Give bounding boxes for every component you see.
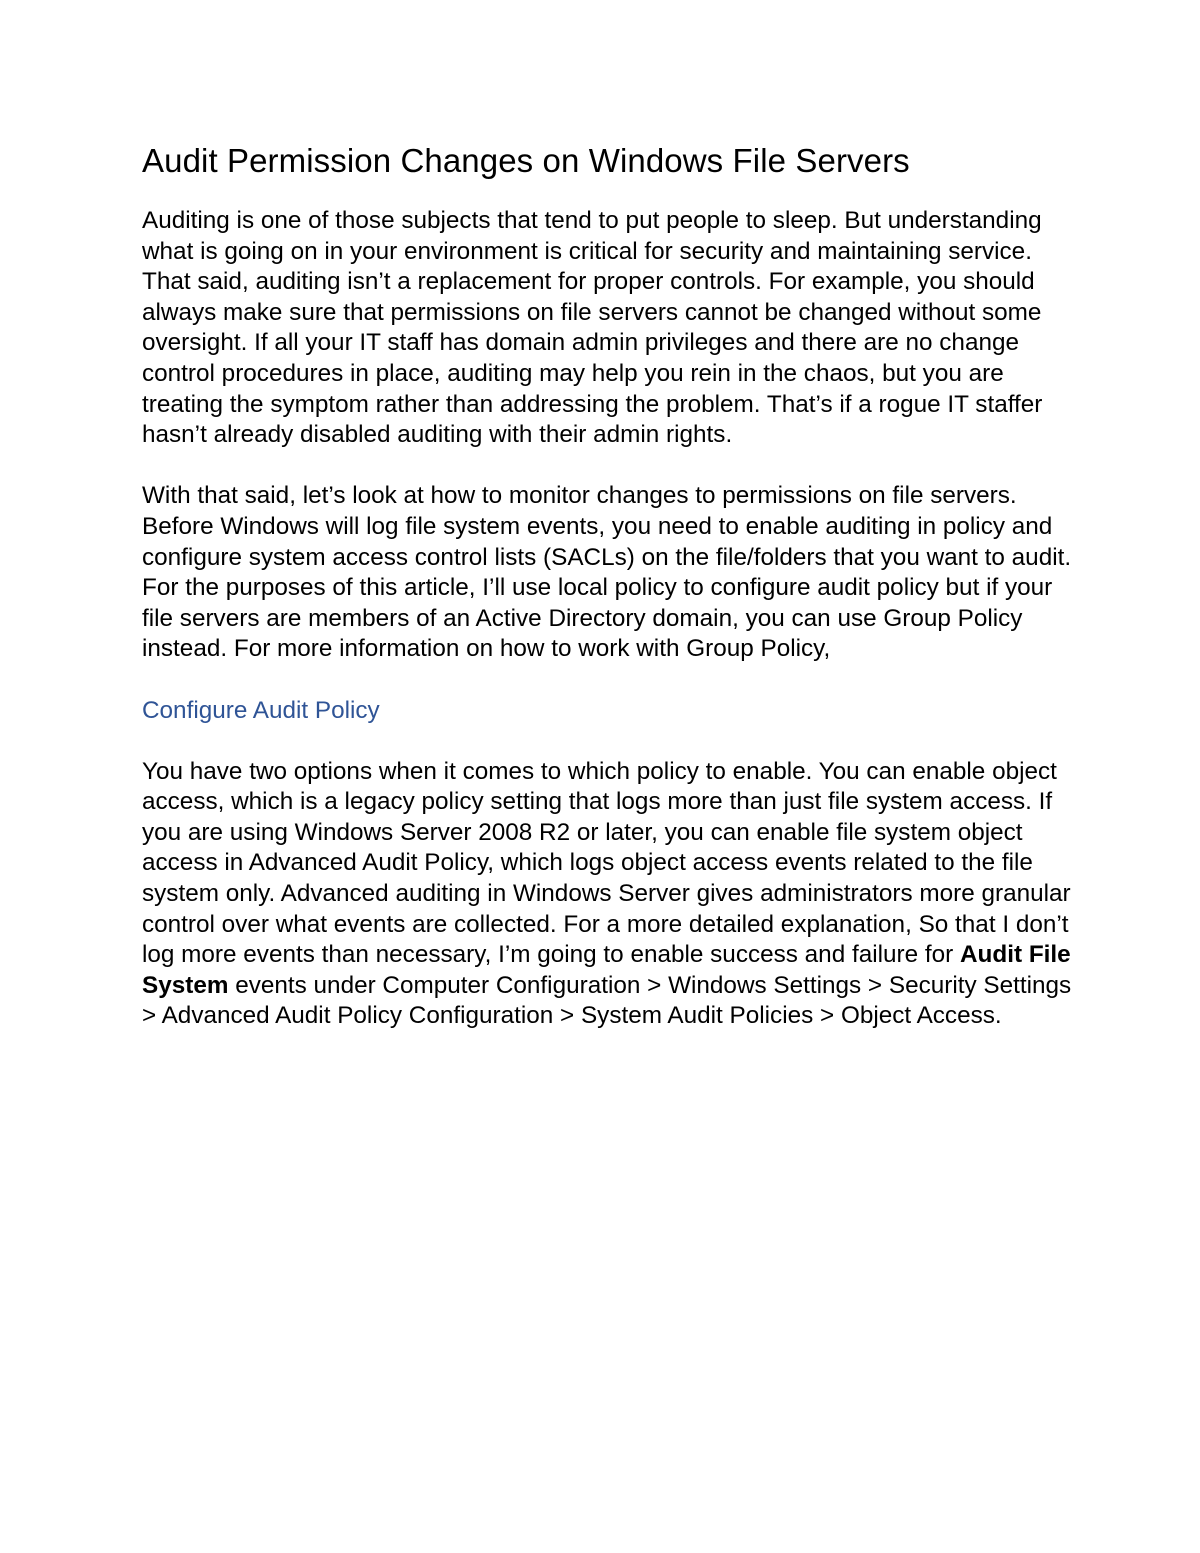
document-page: [142, 140, 1072, 1063]
audit-policy-text-after: events under Computer Configuration > Windows Settings > Security Settings > Advanced Audit Policy Configuration > System Audit Policies > Object Access.: [142, 971, 1072, 1030]
monitoring-paragraph: With that said, let’s look at how to monitor changes to permissions on file servers. Before Windows will log file system events, you need to enable auditing in policy and configure system access control lists (SACLs) on the file/folders that you want to audit. For the purposes of this article, I’ll use local policy to configure audit policy but if your file servers are members of an Active Directory domain, you can use Group Policy instead. For more information on how to work with Group Policy,: [142, 482, 1072, 663]
audit-file-system-bold: Audit File System: [142, 941, 1071, 999]
audit-policy-paragraph: [142, 757, 1072, 1032]
document-title: Audit Permission Changes on Windows File Servers: [142, 142, 910, 179]
section-heading-configure-audit-policy: Configure Audit Policy: [142, 696, 380, 724]
audit-policy-text-before: You have two options when it comes to which policy to enable. You can enable object access, which is a legacy policy setting that logs more than just file system access. If you are using Windows Server 2008 R2 or later, you can enable file system object access in Advanced Audit Policy, which logs object access events related to the file system only. Advanced auditing in Windows Server gives administrators more granular control over what events are collected. For a more detailed explanation, So that I don’t log more events than necessary, I’m going to enable success and failure for: [142, 757, 1071, 969]
intro-paragraph: Auditing is one of those subjects that tend to put people to sleep. But understanding what is going on in your environment is critical for security and maintaining service. That said, auditing isn’t a replacement for proper controls. For example, you should always make sure that permissions on file servers cannot be changed without some oversight. If all your IT staff has domain admin privileges and there are no change control procedures in place, auditing may help you rein in the chaos, but you are treating the symptom rather than addressing the problem. That’s if a rogue IT staffer hasn’t already disabled auditing with their admin rights.: [142, 207, 1043, 449]
